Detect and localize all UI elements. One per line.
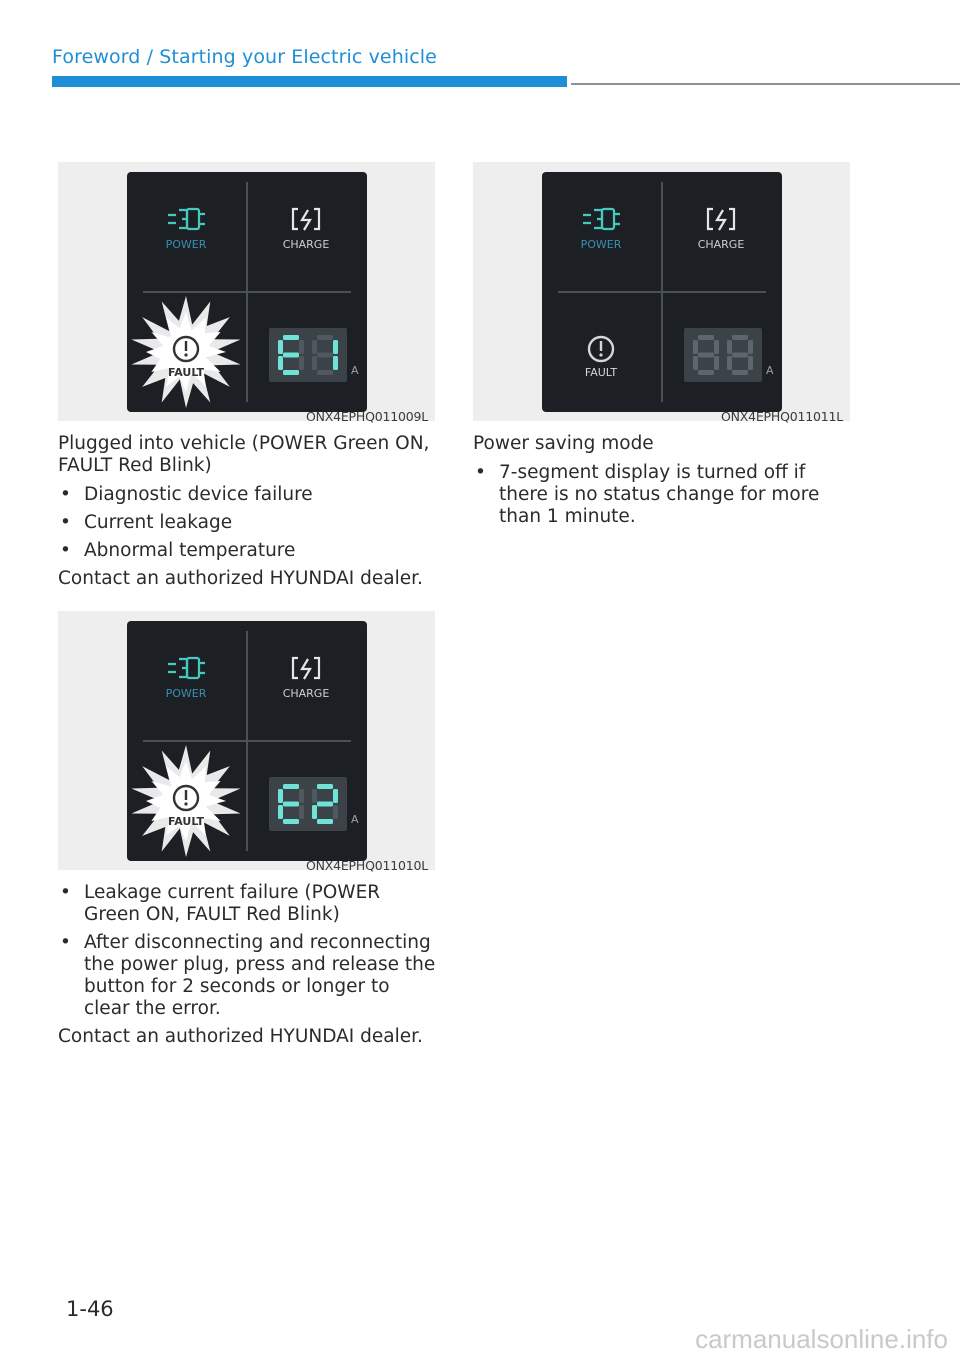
segment-mark: [283, 802, 299, 807]
header-accent-bar: [52, 76, 567, 87]
segment-mark: [299, 356, 304, 370]
segment-mark: [317, 370, 333, 375]
section-leakage: [58, 882, 440, 1055]
segment-mark: [317, 353, 333, 358]
segment-window: [269, 328, 347, 382]
segment-mark: [333, 805, 338, 819]
segment-mark: [714, 340, 719, 354]
charger-panel: [542, 172, 782, 412]
segment-mark: [278, 789, 283, 803]
alert-icon-dot: [599, 353, 602, 356]
section-heading: Power saving mode: [473, 433, 654, 454]
segment-mark: [317, 784, 333, 789]
alert-icon-dot: [184, 353, 187, 356]
segment-mark: [732, 353, 748, 358]
fault-label: FAULT: [167, 815, 205, 828]
segment-window: [684, 328, 762, 382]
segment-mark: [714, 356, 719, 370]
segment-mark: [278, 356, 283, 370]
figure-e2: [58, 611, 435, 873]
seven-segment-display: [684, 328, 762, 382]
segment-mark: [278, 805, 283, 819]
figure-power-saving: [473, 162, 850, 424]
segment-mark: [278, 340, 283, 354]
seven-segment-display: [269, 328, 347, 382]
seven-segment-display: [269, 777, 347, 831]
charge-label: CHARGE: [697, 238, 745, 251]
segment-mark: [333, 340, 338, 354]
segment-mark: [333, 356, 338, 370]
watermark: carmanualsonline.info: [695, 1324, 948, 1354]
segment-mark: [698, 335, 714, 340]
bullet-list: [58, 484, 438, 562]
segment-window: [269, 777, 347, 831]
unit-label: A: [766, 364, 774, 377]
segment-mark: [698, 370, 714, 375]
segment-mark: [312, 805, 317, 819]
segment-mark: [283, 353, 299, 358]
charge-label: CHARGE: [282, 687, 330, 700]
alert-icon-dot: [184, 802, 187, 805]
segment-mark: [732, 370, 748, 375]
segment-mark: [727, 356, 732, 370]
segment-mark: [693, 340, 698, 354]
segment-mark: [748, 340, 753, 354]
segment-mark: [299, 789, 304, 803]
segment-mark: [299, 340, 304, 354]
power-label: POWER: [580, 238, 622, 251]
fault-label: FAULT: [584, 366, 618, 379]
segment-mark: [317, 335, 333, 340]
segment-mark: [317, 819, 333, 824]
figure-code: ONX4EPHQ011009L: [305, 409, 428, 424]
segment-mark: [312, 789, 317, 803]
segment-mark: [299, 805, 304, 819]
segment-mark: [732, 335, 748, 340]
segment-mark: [748, 356, 753, 370]
charger-panel-illustration: [58, 611, 435, 870]
list-item: • Abnormal temperature: [60, 540, 296, 561]
bullet-list: [58, 882, 440, 1020]
section-footer: Contact an authorized HYUNDAI dealer.: [58, 1026, 423, 1047]
list-item: • 7-segment display is turned off if there is no status change for more than 1 minute.: [475, 462, 820, 527]
section-fault-blink: [58, 433, 438, 597]
page-number: 1-46: [66, 1297, 114, 1321]
segment-mark: [283, 819, 299, 824]
alert-icon-bar: [185, 790, 187, 800]
segment-mark: [283, 335, 299, 340]
segment-mark: [693, 356, 698, 370]
header-title: Foreword / Starting your Electric vehicle: [52, 46, 437, 68]
figure-e1: [58, 162, 435, 424]
unit-label: A: [351, 364, 359, 377]
segment-mark: [283, 784, 299, 789]
alert-icon-bar: [185, 341, 187, 351]
charger-panel-illustration: [58, 162, 435, 421]
segment-mark: [698, 353, 714, 358]
unit-label: A: [351, 813, 359, 826]
charger-panel: [127, 172, 367, 412]
segment-mark: [312, 340, 317, 354]
charge-label: CHARGE: [282, 238, 330, 251]
segment-mark: [312, 356, 317, 370]
section-footer: Contact an authorized HYUNDAI dealer.: [58, 568, 423, 589]
charger-panel: [127, 621, 367, 861]
alert-icon-bar: [600, 341, 602, 351]
figure-code: ONX4EPHQ011010L: [305, 858, 428, 873]
segment-mark: [333, 789, 338, 803]
segment-mark: [317, 802, 333, 807]
list-item: • Leakage current failure (POWER Green ON, FAULT Red Blink): [60, 882, 381, 925]
list-item: • Diagnostic device failure: [60, 484, 313, 505]
section-power-saving: [473, 433, 855, 534]
list-item: • Current leakage: [60, 512, 233, 533]
charger-panel-illustration: [473, 162, 850, 421]
bullet-list: [473, 462, 855, 528]
power-label: POWER: [165, 687, 207, 700]
section-heading: Plugged into vehicle (POWER Green ON, FAULT Red Blink): [58, 433, 430, 476]
segment-mark: [283, 370, 299, 375]
segment-mark: [727, 340, 732, 354]
power-label: POWER: [165, 238, 207, 251]
fault-label: FAULT: [167, 366, 205, 379]
figure-code: ONX4EPHQ011011L: [720, 409, 843, 424]
list-item: • After disconnecting and reconnecting the power plug, press and release the button for 2 seconds or longer to clear the error.: [60, 932, 436, 1019]
header-rule: [571, 83, 960, 85]
